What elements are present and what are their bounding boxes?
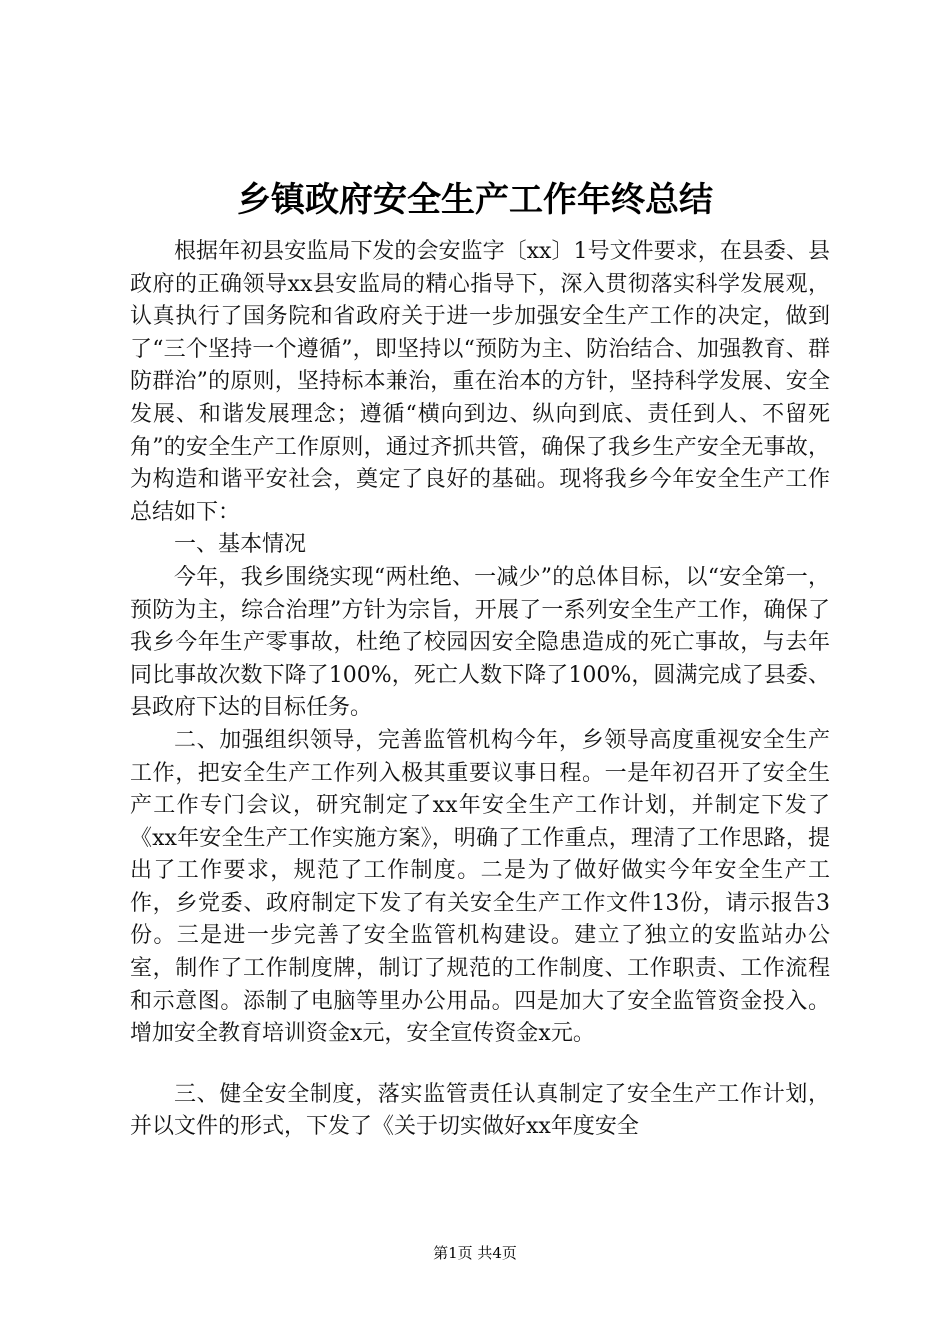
page-number: 第1页 共4页 [433,1244,517,1262]
paragraph-section-three: 三、健全安全制度，落实监管责任认真制定了安全生产工作计划，并以文件的形式，下发了《关于切实做好xx年度安全 [130,1081,830,1140]
section-heading-basic: 一、基本情况 [174,532,307,558]
paragraph-section-two: 二、加强组织领导，完善监管机构今年，乡领导高度重视安全生产工作，把安全生产工作列入极其重要议事日程。一是年初召开了安全生产工作专门会议，研究制定了xx年安全生产工作计划，并制定下发了《xx年安全生产工作实施方案》，明确了工作重点，理清了工作思路，提出了工作要求，规范了工作制度。二是为了做好做实今年安全生产工作，乡党委、政府制定下发了有关安全生产工作文件13份，请示报告3份。三是进一步完善了安全监管机构建设。建立了独立的安监站办公室，制作了工作制度牌，制订了规范的工作制度、工作职责、工作流程和示意图。添制了电脑等里办公用品。四是加大了安全监管资金投入。增加安全教育培训资金x元，安全宣传资金x元。 [130,727,830,1047]
paragraph-basic: 今年，我乡围绕实现“两杜绝、一减少”的总体目标，以“安全第一，预防为主，综合治理”方针为宗旨，开展了一系列安全生产工作，确保了我乡今年生产零事故，杜绝了校园因安全隐患造成的死亡事故，与去年同比事故次数下降了100%，死亡人数下降了100%，圆满完成了县委、县政府下达的目标任务。 [130,564,830,721]
document-title: 乡镇政府安全生产工作年终总结 [237,180,713,220]
paragraph-intro: 根据年初县安监局下发的会安监字〔xx〕1号文件要求，在县委、县政府的正确领导xx县安监局的精心指导下，深入贯彻落实科学发展观，认真执行了国务院和省政府关于进一步加强安全生产工作的决定，做到了“三个坚持一个遵循”，即坚持以“预防为主、防治结合、加强教育、群防群治”的原则，坚持标本兼治，重在治本的方针，坚持科学发展、安全发展、和谐发展理念；遵循“横向到边、纵向到底、责任到人、不留死角”的安全生产工作原则，通过齐抓共管，确保了我乡生产安全无事故，为构造和谐平安社会，奠定了良好的基础。现将我乡今年安全生产工作总结如下： [130,239,830,525]
document-body [130,236,830,1144]
